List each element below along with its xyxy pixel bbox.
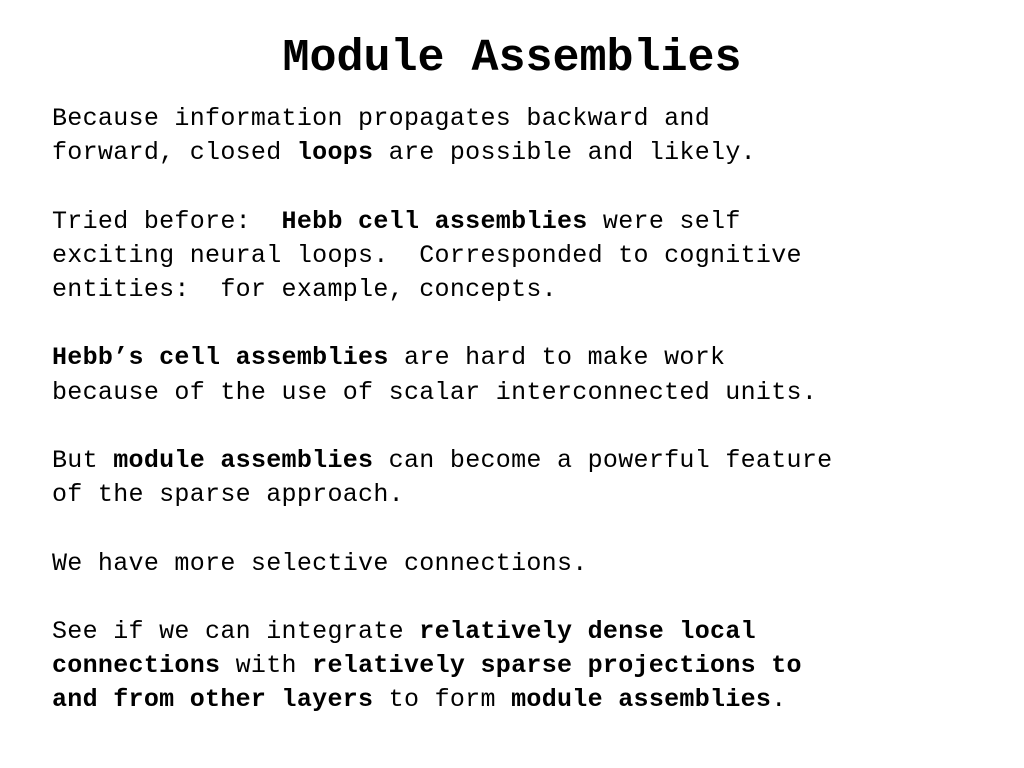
text-run: were self: [587, 206, 741, 236]
text-run: .: [771, 685, 787, 715]
text-line: [52, 547, 1012, 581]
text-line: [52, 341, 1012, 375]
text-run: with: [220, 651, 313, 681]
body-paragraph: [52, 444, 1012, 512]
text-line: [52, 102, 1012, 136]
body-paragraph: [52, 615, 1012, 718]
emphasized-text: relatively dense local: [419, 616, 756, 646]
emphasized-text: Hebb’s cell assemblies: [52, 343, 389, 373]
text-line: [52, 273, 1012, 307]
text-run: are hard to make work: [388, 343, 726, 373]
text-line: [52, 136, 1012, 170]
text-run: to form: [373, 685, 512, 715]
text-run: Tried before:: [52, 206, 282, 236]
text-run: Because information propagates backward and: [52, 104, 711, 133]
text-line: [52, 444, 1012, 478]
text-run: We have more selective connections.: [52, 548, 588, 578]
emphasized-text: loops: [296, 138, 374, 168]
emphasized-text: connections: [52, 651, 221, 681]
text-run: of the sparse approach.: [52, 480, 404, 510]
text-run: are possible and likely.: [373, 138, 756, 168]
text-line: [52, 376, 1012, 410]
text-run: exciting neural loops. Corresponded to cognitive: [52, 240, 802, 270]
emphasized-text: Hebb cell assemblies: [281, 206, 588, 236]
emphasized-text: module assemblies: [511, 685, 772, 715]
body-paragraph: [52, 341, 1012, 409]
body-paragraph: [52, 547, 1012, 581]
emphasized-text: relatively sparse projections to: [312, 651, 802, 681]
text-line: [52, 615, 1012, 649]
body-paragraph: [52, 102, 1012, 170]
text-run: But: [52, 445, 114, 475]
emphasized-text: module assemblies: [113, 445, 374, 475]
text-line: [52, 205, 1012, 239]
text-run: See if we can integrate: [52, 616, 420, 646]
body-paragraph: [52, 205, 1012, 308]
text-run: forward, closed: [52, 138, 297, 168]
text-run: entities: for example, concepts.: [52, 275, 557, 304]
text-line: [52, 649, 1012, 683]
text-run: because of the use of scalar interconnected units.: [52, 377, 818, 407]
text-line: [52, 239, 1012, 273]
slide-title: Module Assemblies: [282, 33, 742, 84]
text-run: can become a powerful feature: [373, 445, 833, 475]
emphasized-text: and from other layers: [52, 685, 374, 715]
text-line: [52, 683, 1012, 717]
text-line: [52, 478, 1012, 512]
slide-body: [52, 102, 1012, 718]
